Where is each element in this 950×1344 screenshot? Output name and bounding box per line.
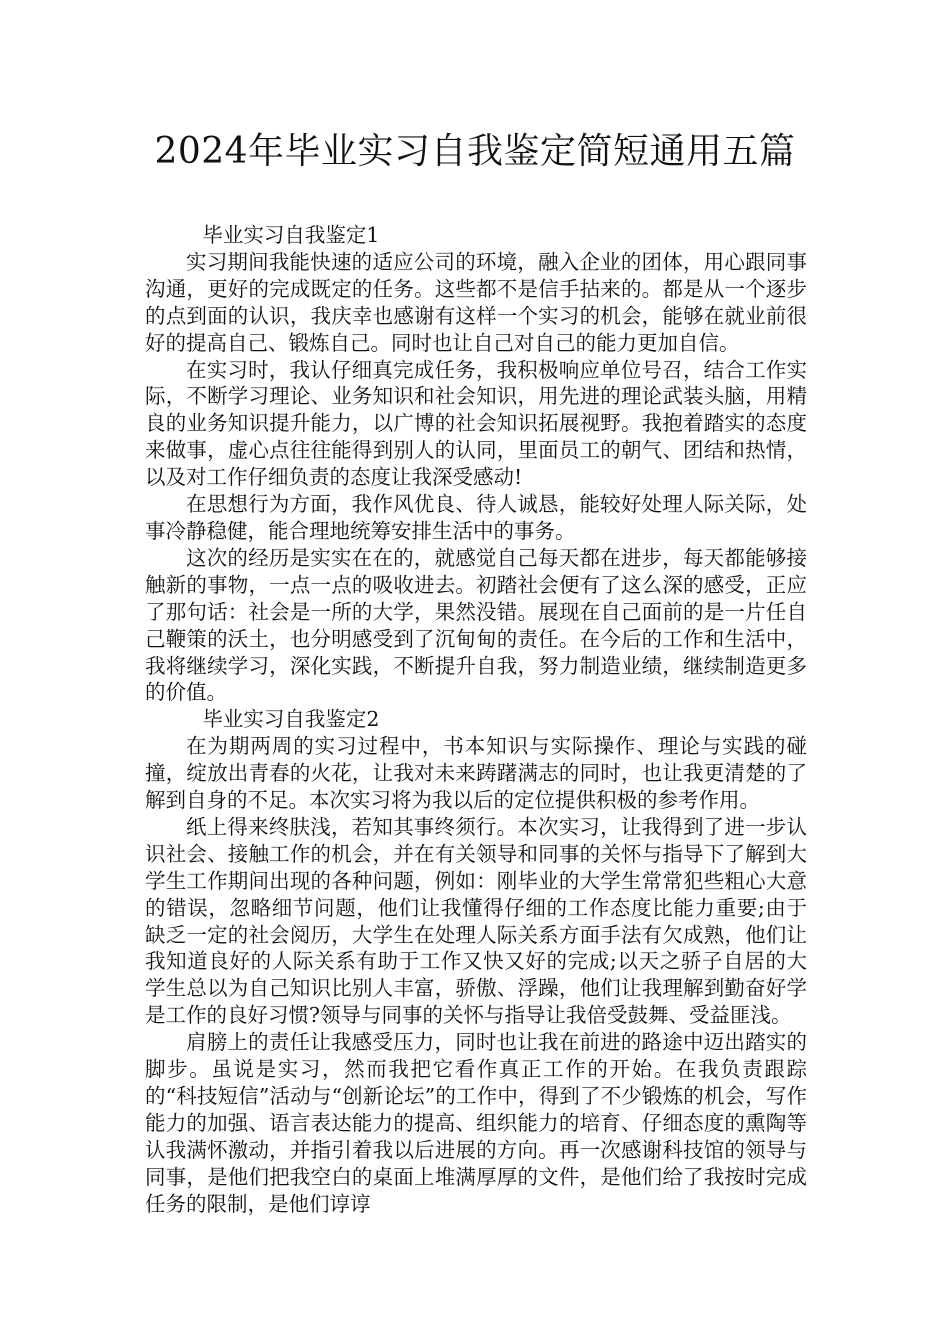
paragraph: 这次的经历是实实在在的，就感觉自己每天都在进步，每天都能够接触新的事物，一点一点的吸收进去。初踏社会便有了这么深的感受，正应了那句话：社会是一所的大学，果然没错。展现在自己面前的是一片任自己鞭策的沃土，也分明感受到了沉甸甸的责任。在今后的工作和生活中，我将继续学习，深化实践，不断提升自我，努力制造业绩，继续制造更多的价值。 — [145, 545, 807, 705]
document-body — [145, 222, 807, 1218]
paragraph: 在为期两周的实习过程中，书本知识与实际操作、理论与实践的碰撞，绽放出青春的火花，让我对未来踌躇满志的同时，也让我更清楚的了解到自身的不足。本次实习将为我以后的定位提供积极的参考作用。 — [145, 734, 807, 813]
document-title: 2024年毕业实习自我鉴定简短通用五篇 — [154, 131, 796, 172]
paragraph: 实习期间我能快速的适应公司的环境，融入企业的团体，用心跟同事沟通，更好的完成既定的任务。这些都不是信手拈来的。都是从一个逐步的点到面的认识，我庆幸也感谢有这样一个实习的机会，能够在就业前很好的提高自己、锻炼自己。同时也让自己对自己的能力更加自信。 — [145, 249, 807, 355]
paragraph: 在思想行为方面，我作风优良、待人诚恳，能较好处理人际关际，处事冷静稳健，能合理地统筹安排生活中的事务。 — [145, 492, 807, 543]
paragraph: 肩膀上的责任让我感受压力，同时也让我在前进的路途中迈出踏实的脚步。虽说是实习，然而我把它看作真正工作的开始。在我负责跟踪的“科技短信”活动与“创新论坛”的工作中，得到了不少锻炼的机会，写作能力的加强、语言表达能力的提高、组织能力的培育、仔细态度的熏陶等认我满怀激动，并指引着我以后进展的方向。再一次感谢科技馆的领导与同事，是他们把我空白的桌面上堆满厚厚的文件，是他们给了我按时完成任务的限制，是他们谆谆 — [145, 1030, 807, 1216]
section-heading: 毕业实习自我鉴定2 — [202, 707, 380, 732]
paragraph: 在实习时，我认仔细真完成任务，我积极响应单位号召，结合工作实际，不断学习理论、业务知识和社会知识，用先进的理论武装头脑，用精良的业务知识提升能力，以广博的社会知识拓展视野。我抱着踏实的态度来做事，虚心点往往能得到别人的认同，里面员工的朝气、团结和热情，以及对工作仔细负责的态度让我深受感动! — [145, 357, 807, 490]
section-heading: 毕业实习自我鉴定1 — [202, 223, 380, 247]
paragraph: 纸上得来终肤浅，若知其事终须行。本次实习，让我得到了进一步认识社会、接触工作的机会，并在有关领导和同事的关怀与指导下了解到大学生工作期间出现的各种问题，例如：刚毕业的大学生常常犯些粗心大意的错误，忽略细节问题，他们让我懂得仔细的工作态度比能力重要;由于缺乏一定的社会阅历，大学生在处理人际关系方面手法有欠成熟，他们让我知道良好的人际关系有助于工作又快又好的完成;以天之骄子自居的大学生总以为自己知识比别人丰富，骄傲、浮躁，他们让我理解到勤奋好学是工作的良好习惯?领导与同事的关怀与指导让我倍受鼓舞、受益匪浅。 — [145, 814, 807, 1028]
